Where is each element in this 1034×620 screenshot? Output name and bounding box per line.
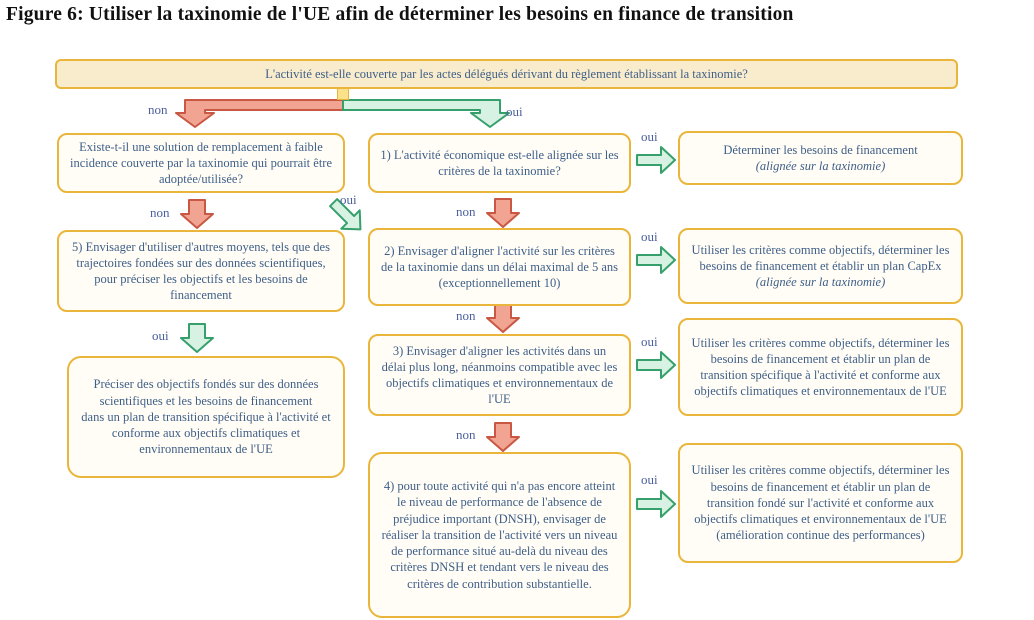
edge-label-root-yes: oui <box>506 104 523 119</box>
node-step-5-other-means: 5) Envisager d'utiliser d'autres moyens, tels que des trajectoires fondées sur des données scientifiques, pour préciser les objectifs et les besoins de financement <box>57 230 345 312</box>
node-step-4-dnsh: 4) pour toute activité qui n'a pas encore atteint le niveau de performance de l'absence de préjudice important (DNSH), envisager de réaliser la transition de l'activité vers un niveau de performance situé au-delà du niveau des critères DNSH et tendant vers le niveau des critères de contribution substantielle. <box>368 452 631 618</box>
node-root-question: L'activité est-elle couverte par les actes délégués dérivant du règlement établissant la taxinomie? <box>55 59 958 89</box>
node-outcome-science-based: Préciser des objectifs fondés sur des données scientifiques et les besoins de financement dans un plan de transition spécifique à l'activité et conforme aux objectifs climatiques et environnementaux de l'UE <box>67 356 345 478</box>
figure-title: Figure 6: Utiliser la taxinomie de l'UE afin de déterminer les besoins en finance de transition <box>6 4 794 25</box>
edge-label-left1-no: non <box>150 205 170 220</box>
edge-label-left2-yes: oui <box>152 328 169 343</box>
edge-label-mid2-yes: oui <box>641 229 658 244</box>
edge-label-mid1-yes: oui <box>641 129 658 144</box>
arrow-root-to-mid1-yes <box>343 100 509 127</box>
node-step-2-align-5-years: 2) Envisager d'aligner l'activité sur les critères de la taxinomie dans un délai maximal de 5 ans (exceptionnellement 10) <box>368 228 631 306</box>
node-step-3-align-longer: 3) Envisager d'aligner les activités dans un délai plus long, néanmoins compatible avec les objectifs climatiques et environnementaux de l'UE <box>368 334 631 416</box>
node-outcome-2-capex-plan: Utiliser les critères comme objectifs, déterminer les besoins de financement et établir un plan CapEx (alignée sur la taxinomie) <box>678 228 963 304</box>
arrow-left1-to-left2-no <box>181 200 213 228</box>
arrow-left2-to-left3-yes <box>181 324 213 352</box>
node-replacement-question: Existe-t-il une solution de remplacement à faible incidence couverte par la taxinomie qui pourrait être adoptée/utilisée? <box>57 133 345 193</box>
node-step-1-aligned-question: 1) L'activité économique est-elle alignée sur les critères de la taxinomie? <box>368 133 631 193</box>
arrow-mid4-to-right4-yes <box>637 491 675 517</box>
arrow-mid1-to-mid2-no <box>487 199 519 227</box>
node-outcome-4-continuous-improvement: Utiliser les critères comme objectifs, déterminer les besoins de financement et établir un plan de transition fondé sur l'activité et conforme aux objectifs climatiques et environnementaux de l'UE (amélioration continue des performances) <box>678 443 963 563</box>
arrow-root-to-left1-no <box>176 100 343 127</box>
edge-label-left1-yes: oui <box>340 192 357 207</box>
edge-label-mid3-no: non <box>456 427 476 442</box>
edge-label-root-no: non <box>148 102 168 117</box>
edge-label-mid4-yes: oui <box>641 472 658 487</box>
arrow-mid2-to-right2-yes <box>637 247 675 273</box>
root-connector-square <box>337 88 349 100</box>
node-outcome-3-transition-plan: Utiliser les critères comme objectifs, déterminer les besoins de financement et établir un plan de transition spécifique à l'activité et conforme aux objectifs climatiques et environnementaux de l'UE <box>678 318 963 416</box>
node-outcome-1-financing-needs: Déterminer les besoins de financement (alignée sur la taxinomie) <box>678 131 963 185</box>
edge-label-mid1-no: non <box>456 204 476 219</box>
arrow-mid1-to-right1-yes <box>637 147 675 173</box>
arrow-mid3-to-right3-yes <box>637 352 675 378</box>
edge-label-mid3-yes: oui <box>641 334 658 349</box>
edge-label-mid2-no: non <box>456 308 476 323</box>
arrow-mid2-to-mid3-no <box>487 304 519 332</box>
arrow-mid3-to-mid4-no <box>487 423 519 451</box>
